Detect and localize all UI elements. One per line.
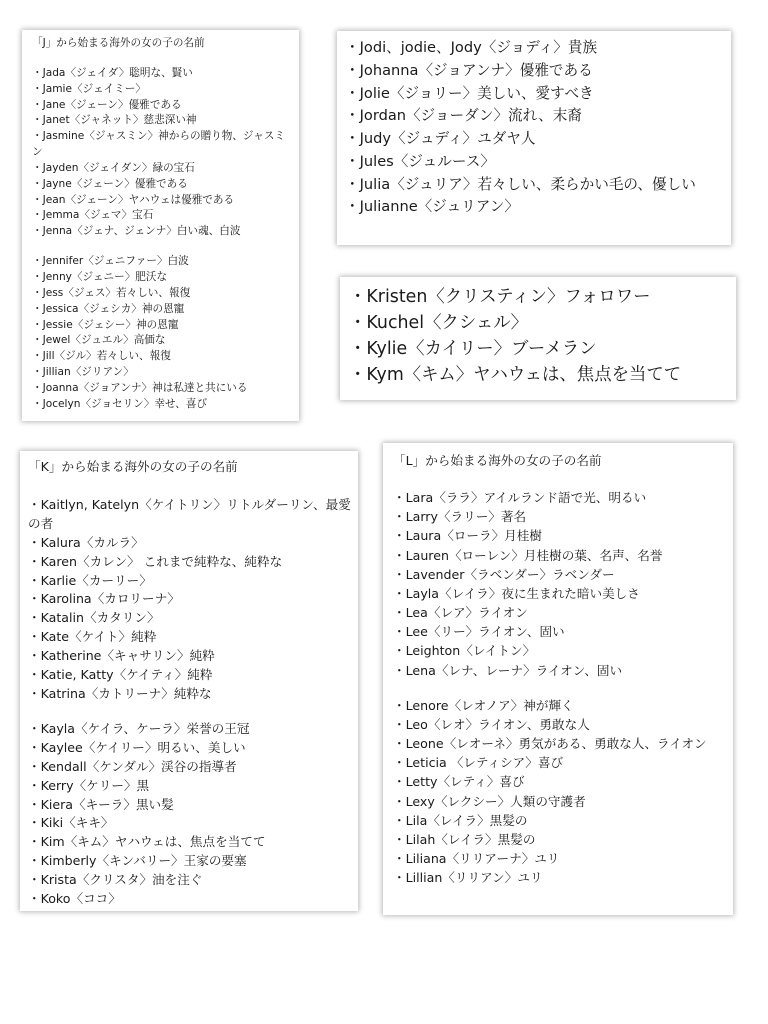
card-j-names: [22, 30, 299, 421]
card-title: 「J」から始まる海外の女の子の名前: [32, 37, 205, 49]
list-item: ・Leo〈レオ〉ライオン、勇敢な人: [393, 716, 590, 732]
list-item: ・Kristen〈クリスティン〉フォロワー: [349, 287, 651, 307]
list-item: ・Karen〈カレン〉 これまで純粋な、純粋な: [28, 553, 283, 569]
list-item: ・Letty〈レティ〉喜び: [393, 774, 525, 790]
group-spacer: [393, 680, 727, 696]
list-item: ・Kate〈ケイト〉純粋: [28, 629, 157, 645]
list-item: ・Koko〈ココ〉: [28, 891, 121, 907]
list-item: ・Jennifer〈ジェニファー〉白波: [32, 255, 189, 268]
name-list: [32, 254, 293, 412]
list-item: ・Jordan〈ジョーダン〉流れ、末裔: [345, 107, 582, 125]
list-item: ・Lavender〈ラベンダー〉ラベンダー: [393, 566, 615, 582]
list-item: ・Jamie〈ジェイミー〉: [32, 82, 146, 95]
list-item: ・Kiera〈キーラ〉黒い髪: [28, 796, 174, 812]
list-item: ・Jess〈ジェス〉若々しい、報復: [32, 286, 191, 299]
card-k-names: [20, 451, 358, 911]
list-item: ・Larry〈ラリー〉著名: [393, 509, 527, 525]
list-item: ・Kimberly〈キンバリー〉王家の要塞: [28, 853, 247, 869]
list-item: ・Jules〈ジュルース〉: [345, 152, 495, 170]
list-item: ・Lilah〈レイラ〉黒髪の: [393, 831, 536, 847]
list-item: ・Laura〈ローラ〉月桂樹: [393, 528, 542, 544]
list-item: ・Jane〈ジェーン〉優雅である: [32, 98, 182, 111]
name-list: [345, 37, 725, 219]
list-item: ・Judy〈ジュディ〉ユダヤ人: [345, 130, 536, 147]
list-item: ・Kym〈キム〉ヤハウェは、焦点を当てて: [349, 365, 682, 385]
list-item: ・Kuchel〈クシェル〉: [349, 313, 529, 333]
list-item: ・Kylie〈カイリー〉ブーメラン: [349, 339, 597, 359]
list-item: ・Kaitlyn, Katelyn〈ケイトリン〉リトルダーリン、最愛の者: [28, 496, 351, 531]
list-item: ・Lila〈レイラ〉黒髪の: [393, 812, 528, 828]
list-item: ・Karlie〈カーリー〉: [28, 572, 152, 588]
list-item: ・Katherine〈キャサリン〉純粋: [28, 648, 215, 664]
list-item: ・Jada〈ジェイダ〉聡明な、賢い: [32, 66, 193, 79]
list-item: ・Lauren〈ローレン〉月桂樹の葉、名声、名誉: [393, 547, 663, 563]
list-item: ・Jocelyn〈ジョセリン〉幸せ、喜び: [32, 397, 208, 410]
name-list: [28, 496, 352, 704]
name-list: [28, 720, 352, 909]
list-item: ・Johanna〈ジョアンナ〉優雅である: [345, 61, 593, 79]
list-item: ・Lara〈ララ〉アイルランド語で光、明るい: [393, 490, 647, 506]
name-list: [349, 284, 730, 388]
list-item: ・Julia〈ジュリア〉若々しい、柔らかい毛の、優しい: [345, 175, 696, 193]
list-item: ・Lee〈リー〉ライオン、固い: [393, 624, 565, 640]
list-item: ・Jean〈ジェーン〉ヤハウェは優雅である: [32, 193, 235, 206]
list-item: ・Jill〈ジル〉若々しい、報復: [32, 350, 171, 363]
list-item: ・Jillian〈ジリアン〉: [32, 366, 134, 379]
list-item: ・Jenna〈ジェナ、ジェンナ〉白い魂、白波: [32, 225, 241, 238]
list-item: ・Leticia 〈レティシア〉喜び: [393, 755, 564, 771]
list-item: ・Jayden〈ジェイダン〉緑の宝石: [32, 161, 195, 174]
list-item: ・Kaylee〈ケイリー〉明るい、美しい: [28, 739, 246, 755]
list-item: ・Jewel〈ジュエル〉高価な: [32, 334, 166, 347]
list-item: ・Lena〈レナ、レーナ〉ライオン、固い: [393, 662, 623, 678]
list-item: ・Katrina〈カトリーナ〉純粋な: [28, 685, 212, 701]
list-item: ・Jenny〈ジェニー〉肥沃な: [32, 270, 168, 283]
list-item: ・Kayla〈ケイラ、ケーラ〉栄誉の王冠: [28, 720, 250, 736]
list-item: ・Krista〈クリスタ〉油を注ぐ: [28, 872, 203, 888]
name-list: [393, 696, 727, 888]
name-list: [32, 66, 293, 240]
group-spacer: [32, 240, 293, 254]
list-item: ・Lexy〈レクシー〉人類の守護者: [393, 793, 586, 809]
list-item: ・Joanna〈ジョアンナ〉神は私達と共にいる: [32, 381, 248, 394]
list-item: ・Leone〈レオーネ〉勇気がある、勇敢な人、ライオン: [393, 736, 707, 752]
list-item: ・Kendall〈ケンダル〉渓谷の指導者: [28, 758, 237, 774]
card-title: 「L」から始まる海外の女の子の名前: [393, 453, 602, 468]
list-item: ・Lenore〈レオノア〉神が輝く: [393, 697, 574, 713]
list-item: ・Jemma〈ジェマ〉宝石: [32, 209, 154, 222]
name-list: [393, 488, 727, 680]
list-item: ・Lillian〈リリアン〉ユリ: [393, 870, 543, 886]
group-spacer: [28, 704, 352, 720]
list-item: ・Kalura〈カルラ〉: [28, 534, 144, 550]
list-item: ・Layla〈レイラ〉夜に生まれた暗い美しさ: [393, 585, 640, 601]
list-item: ・Karolina〈カロリーナ〉: [28, 591, 180, 607]
card-k-names-continued: [340, 277, 736, 400]
list-item: ・Jessie〈ジェシー〉神の恩寵: [32, 318, 179, 331]
list-item: ・Katie, Katty〈ケイティ〉純粋: [28, 667, 213, 683]
list-item: ・Kiki〈キキ〉: [28, 815, 114, 831]
list-item: ・Leighton〈レイトン〉: [393, 643, 536, 659]
card-l-names: [383, 443, 733, 915]
list-item: ・Lea〈レア〉ライオン: [393, 605, 528, 621]
list-item: ・Jodi、jodie、Jody〈ジョディ〉貴族: [345, 39, 598, 56]
list-item: ・Liliana〈リリアーナ〉ユリ: [393, 850, 560, 866]
list-item: ・Jolie〈ジョリー〉美しい、愛すべき: [345, 84, 594, 102]
list-item: ・Jayne〈ジェーン〉優雅である: [32, 177, 188, 190]
card-j-names-continued: [337, 31, 731, 245]
list-item: ・Katalin〈カタリン〉: [28, 610, 160, 626]
list-item: ・Jasmine〈ジャスミン〉神からの贈り物、ジャスミン: [32, 130, 286, 159]
list-item: ・Kim〈キム〉ヤハウェは、焦点を当てて: [28, 834, 266, 850]
list-item: ・Janet〈ジャネット〉慈悲深い神: [32, 114, 197, 127]
list-item: ・Julianne〈ジュリアン〉: [345, 198, 519, 216]
list-item: ・Jessica〈ジェシカ〉神の恩寵: [32, 302, 185, 315]
card-title: 「K」から始まる海外の女の子の名前: [28, 459, 238, 474]
list-item: ・Kerry〈ケリー〉黒: [28, 777, 150, 793]
